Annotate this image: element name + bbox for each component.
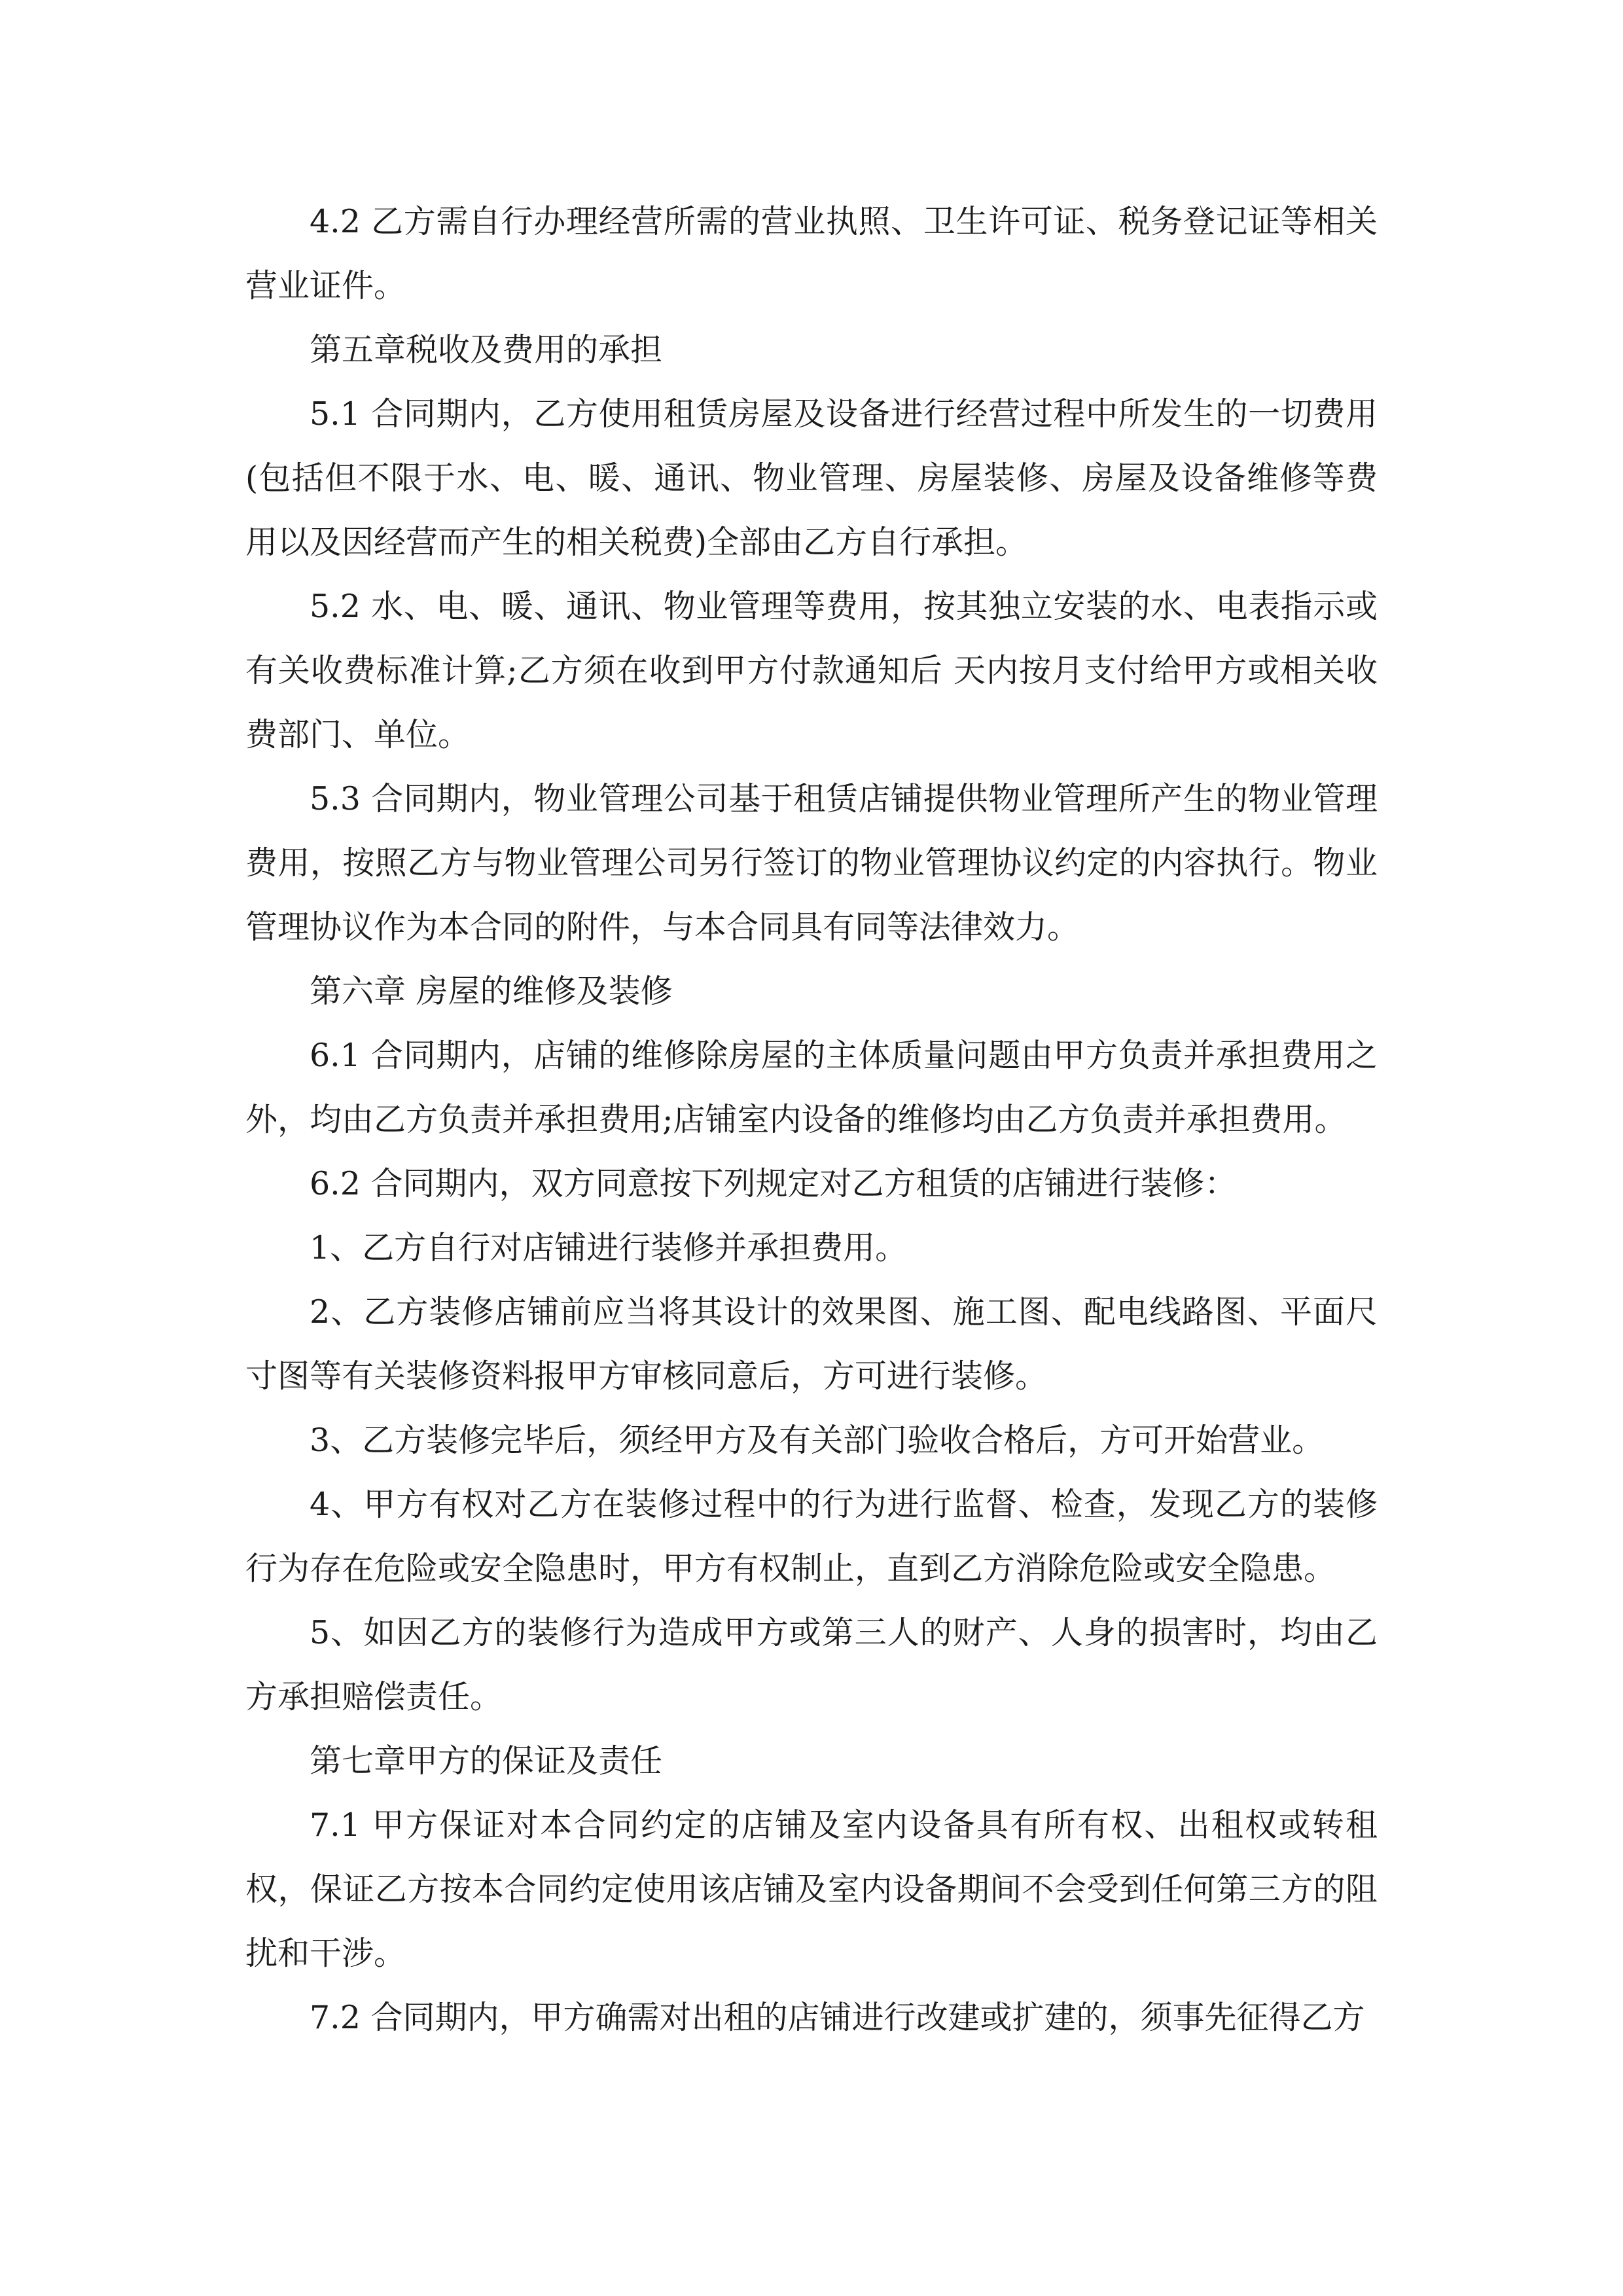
clause-5-2: 5.2 水、电、暖、通讯、物业管理等费用，按其独立安装的水、电表指示或有关收费标准计算;乙方须在收到甲方付款通知后 天内按月支付给甲方或相关收费部门、单位。 (245, 588, 1378, 753)
chapter-6-heading: 第六章 房屋的维修及装修 (310, 973, 673, 1010)
clause-5-3: 5.3 合同期内，物业管理公司基于租赁店铺提供物业管理所产生的物业管理费用，按照乙方与物业管理公司另行签订的物业管理协议约定的内容执行。物业管理协议作为本合同的附件，与本合同具有同等法律效力。 (245, 780, 1378, 946)
list-item-2: 2、乙方装修店铺前应当将其设计的效果图、施工图、配电线路图、平面尺寸图等有关装修资料报甲方审核同意后，方可进行装修。 (245, 1293, 1378, 1395)
clause-6-1: 6.1 合同期内，店铺的维修除房屋的主体质量问题由甲方负责并承担费用之外，均由乙方负责并承担费用;店铺室内设备的维修均由乙方负责并承担费用。 (245, 1037, 1378, 1138)
list-item-1: 1、乙方自行对店铺进行装修并承担费用。 (310, 1229, 908, 1266)
clause-6-2: 6.2 合同期内，双方同意按下列规定对乙方租赁的店铺进行装修： (310, 1165, 1237, 1202)
clause-4-2: 4.2 乙方需自行办理经营所需的营业执照、卫生许可证、税务登记证等相关营业证件。 (245, 203, 1378, 304)
chapter-5-heading: 第五章税收及费用的承担 (310, 331, 663, 368)
list-item-3: 3、乙方装修完毕后，须经甲方及有关部门验收合格后，方可开始营业。 (310, 1422, 1325, 1459)
list-item-4: 4、甲方有权对乙方在装修过程中的行为进行监督、检查，发现乙方的装修行为存在危险或安全隐患时，甲方有权制止，直到乙方消除危险或安全隐患。 (245, 1486, 1378, 1587)
list-item-5: 5、如因乙方的装修行为造成甲方或第三人的财产、人身的损害时，均由乙方承担赔偿责任。 (245, 1614, 1378, 1715)
clause-7-1: 7.1 甲方保证对本合同约定的店铺及室内设备具有所有权、出租权或转租权，保证乙方按本合同约定使用该店铺及室内设备期间不会受到任何第三方的阻扰和干涉。 (245, 1806, 1378, 1972)
chapter-7-heading: 第七章甲方的保证及责任 (310, 1742, 663, 1780)
document-body (245, 190, 1378, 2050)
clause-7-2: 7.2 合同期内，甲方确需对出租的店铺进行改建或扩建的，须事先征得乙方 (310, 1999, 1365, 2036)
clause-5-1: 5.1 合同期内，乙方使用租赁房屋及设备进行经营过程中所发生的一切费用(包括但不限于水、电、暖、通讯、物业管理、房屋装修、房屋及设备维修等费用以及因经营而产生的相关税费)全部由乙方自行承担。 (245, 395, 1378, 561)
